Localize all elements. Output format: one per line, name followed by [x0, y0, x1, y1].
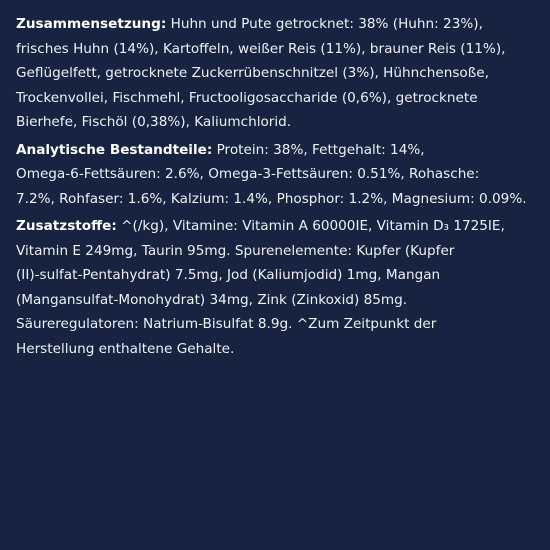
analytical-line-1: [16, 138, 536, 163]
ingredients-panel: [16, 12, 536, 361]
additives-text: ^(/kg), Vitamine: Vitamin A 60000IE, Vitamin D₃ 1725IE,: [116, 218, 505, 234]
additives-section: [16, 214, 536, 361]
composition-section: [16, 12, 536, 135]
analytical-text: Protein: 38%, Fettgehalt: 14%,: [212, 141, 425, 158]
composition-line-2: frisches Huhn (14%), Kartoffeln, weißer Reis (11%), brauner Reis (11%),: [16, 40, 506, 57]
composition-line-3: Geflügelfett, getrocknete Zuckerrübenschnitzel (3%), Hühnchensoße,: [16, 65, 489, 81]
additives-heading: Zusatzstoffe:: [16, 218, 117, 234]
composition-line-5: Bierhefe, Fischöl (0,38%), Kaliumchlorid.: [16, 114, 292, 130]
additives-line-6: Herstellung enthaltene Gehalte.: [16, 340, 235, 357]
composition-line-1: [16, 12, 536, 37]
composition-text: Huhn und Pute getrocknet: 38% (Huhn: 23%),: [166, 16, 483, 32]
additives-line-4: (Mangansulfat-Monohydrat) 34mg, Zink (Zinkoxid) 85mg.: [16, 291, 408, 308]
additives-line-3: (II)-sulfat-Pentahydrat) 7.5mg, Jod (Kaliumjodid) 1mg, Mangan: [16, 267, 441, 283]
additives-line-2: Vitamin E 249mg, Taurin 95mg. Spurenelemente: Kupfer (Kupfer: [16, 242, 455, 259]
composition-heading: Zusammensetzung:: [16, 16, 167, 32]
additives-line-1: [16, 214, 536, 239]
analytical-line-3: 7.2%, Rohfaser: 1.6%, Kalzium: 1.4%, Phosphor: 1.2%, Magnesium: 0.09%.: [16, 190, 527, 207]
composition-line-4: Trockenvollei, Fischmehl, Fructooligosaccharide (0,6%), getrocknete: [16, 89, 478, 106]
additives-line-5: Säureregulatoren: Natrium-Bisulfat 8.9g. ^Zum Zeitpunkt der: [16, 316, 437, 332]
analytical-line-2: Omega-6-Fettsäuren: 2.6%, Omega-3-Fettsäuren: 0.51%, Rohasche:: [16, 166, 480, 182]
analytical-section: [16, 138, 536, 212]
analytical-heading: Analytische Bestandteile:: [16, 141, 213, 158]
